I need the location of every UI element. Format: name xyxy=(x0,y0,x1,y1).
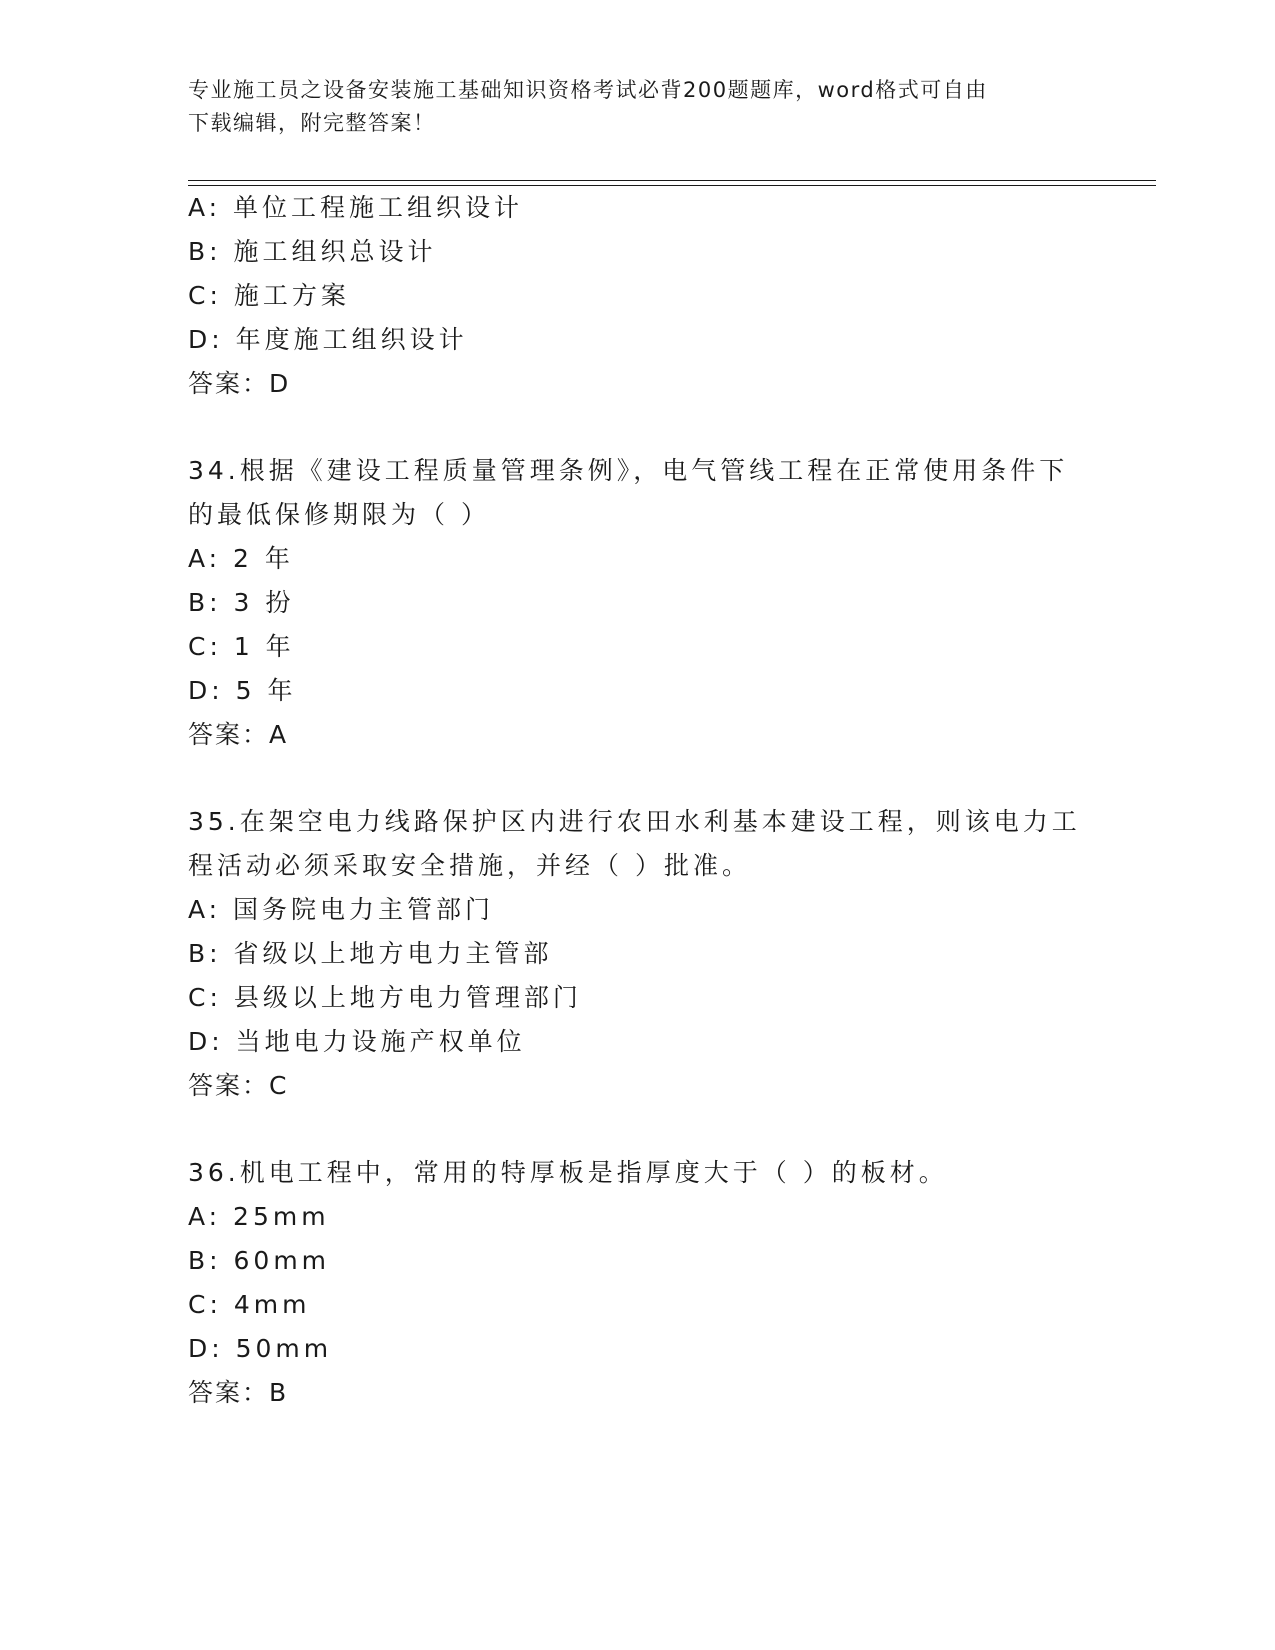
q35-stem-line-2: 程活动必须采取安全措施，并经（ ）批准。 xyxy=(188,851,751,880)
q33-answer: 答案：D xyxy=(188,369,291,398)
q34-answer: 答案：A xyxy=(188,720,289,749)
q36-option-c: C: 4mm xyxy=(188,1290,311,1319)
q34-option-b: B: 3 扮 xyxy=(188,588,295,617)
q35-option-b: B: 省级以上地方电力主管部 xyxy=(188,939,553,968)
intro-line-2: 下载编辑，附完整答案！ xyxy=(188,111,436,135)
q34-stem-line-2: 的最低保修期限为（ ） xyxy=(188,500,490,529)
q36-option-d: D: 50mm xyxy=(188,1334,333,1363)
q33-option-b: B: 施工组织总设计 xyxy=(188,237,437,266)
q34-option-c: C: 1 年 xyxy=(188,632,295,661)
q33-option-a: A: 单位工程施工组织设计 xyxy=(188,193,524,222)
q34-option-a: A: 2 年 xyxy=(188,544,294,573)
q34-option-d: D: 5 年 xyxy=(188,676,297,705)
q33-option-c: C: 施工方案 xyxy=(188,281,350,310)
q36-stem-line-1: 36.机电工程中，常用的特厚板是指厚度大于（ ）的板材。 xyxy=(188,1158,948,1187)
q36-option-a: A: 25mm xyxy=(188,1202,330,1231)
q36-option-b: B: 60mm xyxy=(188,1246,331,1275)
q35-option-d: D: 当地电力设施产权单位 xyxy=(188,1027,526,1056)
intro-line-1: 专业施工员之设备安装施工基础知识资格考试必背200题题库，word格式可自由 xyxy=(188,78,988,102)
q35-stem-line-1: 35.在架空电力线路保护区内进行农田水利基本建设工程，则该电力工 xyxy=(188,807,1081,836)
document-intro xyxy=(188,74,1088,140)
q35-option-c: C: 县级以上地方电力管理部门 xyxy=(188,983,582,1012)
q35-option-a: A: 国务院电力主管部门 xyxy=(188,895,495,924)
q35-answer: 答案：C xyxy=(188,1071,289,1100)
q36-answer: 答案：B xyxy=(188,1378,289,1407)
q33-option-d: D: 年度施工组织设计 xyxy=(188,325,468,354)
q34-stem-line-1: 34.根据《建设工程质量管理条例》，电气管线工程在正常使用条件下 xyxy=(188,456,1069,485)
header-divider xyxy=(188,180,1156,186)
